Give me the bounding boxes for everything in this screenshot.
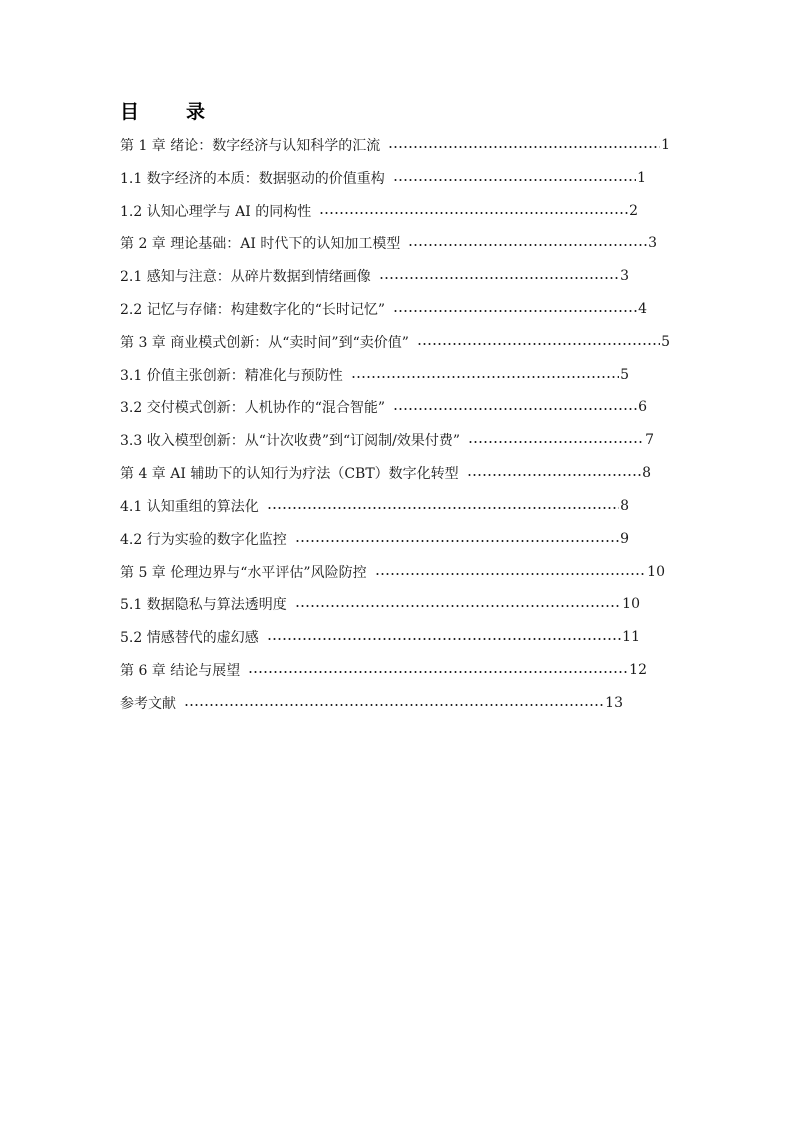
toc-entry-label: 第 3 章 商业模式创新：从“卖时间”到“卖价值” [120, 335, 409, 351]
dot-leader [393, 408, 637, 410]
toc-entry-label: 3.1 价值主张创新：精准化与预防性 [120, 368, 343, 384]
toc-entry-page: 5 [620, 367, 629, 383]
dot-leader [375, 573, 647, 575]
toc-entry-page: 10 [622, 596, 640, 612]
toc-entry[interactable] [120, 299, 647, 319]
toc-entry-label: 3.2 交付模式创新：人机协作的“混合智能” [120, 400, 386, 416]
toc-entry-page: 1 [661, 137, 670, 153]
toc-entry-page: 13 [605, 695, 623, 711]
toc-entry-label: 第 2 章 理论基础：AI 时代下的认知加工模型 [120, 236, 401, 252]
toc-entry-label: 第 6 章 结论与展望 [120, 663, 241, 679]
dot-leader [467, 474, 641, 476]
toc-entry[interactable] [120, 562, 665, 582]
toc-entry[interactable] [120, 693, 623, 713]
toc-entry[interactable] [120, 496, 629, 516]
toc-entry-label: 4.1 认知重组的算法化 [120, 499, 259, 515]
dot-leader [319, 212, 628, 214]
toc-entry[interactable] [120, 397, 647, 417]
toc-entry[interactable] [120, 627, 640, 647]
toc-entry[interactable] [120, 201, 638, 221]
dot-leader [351, 376, 619, 378]
toc-entry-page: 3 [648, 235, 657, 251]
dot-leader [393, 179, 636, 181]
toc-entry-page: 12 [629, 662, 647, 678]
toc-entry-label: 4.2 行为实验的数字化监控 [120, 532, 287, 548]
dot-leader [408, 244, 647, 246]
dot-leader [267, 507, 619, 509]
toc-entry[interactable] [120, 529, 629, 549]
dot-leader [393, 310, 637, 312]
toc-entry-label: 2.1 感知与注意：从碎片数据到情绪画像 [120, 269, 371, 285]
toc-title: 目 录 [120, 101, 220, 123]
toc-entry-page: 7 [645, 432, 654, 448]
toc-entry-label: 5.2 情感替代的虚幻感 [120, 630, 259, 646]
toc-entry-page: 8 [642, 465, 651, 481]
toc-entry-label: 5.1 数据隐私与算法透明度 [120, 597, 287, 613]
toc-entry-page: 4 [638, 301, 647, 317]
dot-leader [267, 638, 621, 640]
toc-entry[interactable] [120, 168, 646, 188]
toc-entry[interactable] [120, 365, 629, 385]
toc-entry-page: 2 [629, 203, 638, 219]
toc-entry-page: 3 [620, 268, 629, 284]
toc-entry[interactable] [120, 594, 640, 614]
toc-entry-page: 8 [620, 498, 629, 514]
toc-entry-page: 9 [620, 531, 629, 547]
toc-entry[interactable] [120, 332, 670, 352]
toc-entry[interactable] [120, 660, 647, 680]
toc-entry-page: 1 [637, 170, 646, 186]
toc-entry[interactable] [120, 135, 670, 155]
toc-entry[interactable] [120, 233, 657, 253]
dot-leader [388, 146, 660, 148]
dot-leader [417, 343, 660, 345]
toc-entry[interactable] [120, 430, 654, 450]
dot-leader [248, 671, 628, 673]
toc-entry-label: 3.3 收入模型创新：从“计次收费”到“订阅制/效果付费” [120, 433, 461, 449]
dot-leader [468, 441, 644, 443]
toc-entry-page: 10 [647, 564, 665, 580]
dot-leader [295, 605, 621, 607]
dot-leader [295, 540, 619, 542]
dot-leader [184, 704, 604, 706]
toc-entry-label: 1.2 认知心理学与 AI 的同构性 [120, 204, 312, 220]
toc-entry-label: 2.2 记忆与存储：构建数字化的“长时记忆” [120, 302, 386, 318]
toc-entry-label: 第 1 章 绪论：数字经济与认知科学的汇流 [120, 138, 381, 154]
toc-entry-label: 第 5 章 伦理边界与“水平评估”风险防控 [120, 565, 367, 581]
toc-entry-label: 1.1 数字经济的本质：数据驱动的价值重构 [120, 171, 385, 187]
dot-leader [379, 277, 619, 279]
toc-entry[interactable] [120, 266, 629, 286]
toc-entry-label: 第 4 章 AI 辅助下的认知行为疗法（CBT）数字化转型 [120, 466, 459, 482]
toc-entry-page: 5 [661, 334, 670, 350]
toc-entry-page: 6 [638, 399, 647, 415]
toc-entry-page: 11 [622, 629, 640, 645]
toc-entry-label: 参考文献 [120, 696, 176, 712]
toc-entry[interactable] [120, 463, 651, 483]
